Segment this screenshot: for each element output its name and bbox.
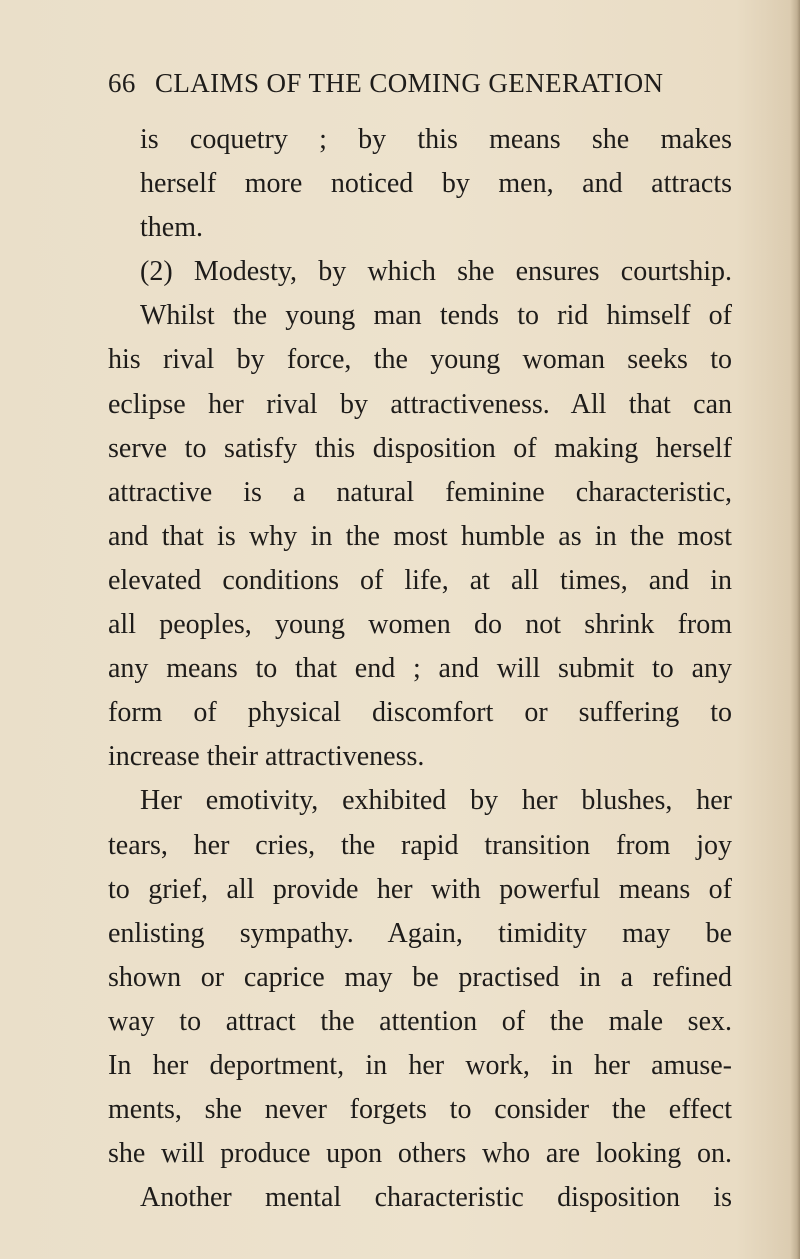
text-line: and that is why in the most humble as in the most [108, 520, 732, 552]
running-head [108, 68, 663, 99]
text-line: attractive is a natural feminine characteristic, [108, 476, 732, 508]
text-line: Whilst the young man tends to rid himself of [140, 300, 732, 332]
text-line: them. [140, 212, 203, 244]
running-title: CLAIMS OF THE COMING GENERATION [154, 68, 664, 98]
text-line: (2) Modesty, by which she ensures courtship. [140, 256, 732, 288]
text-line: to grief, all provide her with powerful means of [108, 873, 732, 905]
text-line: eclipse her rival by attractiveness. All that can [108, 388, 732, 420]
text-line: any means to that end ; and will submit to any [108, 653, 732, 685]
page-number: 66 [108, 68, 136, 98]
body-text [108, 118, 732, 1220]
text-line: she will produce upon others who are looking on. [108, 1138, 732, 1170]
text-line: herself more noticed by men, and attracts [140, 168, 732, 200]
page-edge-shadow [790, 0, 800, 1259]
text-line: elevated conditions of life, at all times, and in [108, 564, 732, 596]
text-line: Another mental characteristic disposition is [140, 1182, 732, 1214]
text-line: form of physical discomfort or suffering to [108, 697, 732, 729]
text-line: all peoples, young women do not shrink from [108, 609, 732, 641]
text-line: is coquetry ; by this means she makes [140, 124, 732, 155]
text-line: Her emotivity, exhibited by her blushes, her [140, 785, 732, 817]
text-line: enlisting sympathy. Again, timidity may be [108, 917, 732, 949]
text-line: serve to satisfy this disposition of making herself [108, 432, 732, 464]
text-line: In her deportment, in her work, in her amuse- [108, 1049, 732, 1081]
text-line: shown or caprice may be practised in a refined [108, 961, 732, 993]
text-line: his rival by force, the young woman seeks to [108, 344, 732, 376]
text-line: tears, her cries, the rapid transition from joy [108, 829, 732, 861]
text-line: increase their attractiveness. [108, 741, 425, 773]
text-line: way to attract the attention of the male sex. [108, 1005, 732, 1037]
text-line: ments, she never forgets to consider the effect [108, 1094, 732, 1126]
